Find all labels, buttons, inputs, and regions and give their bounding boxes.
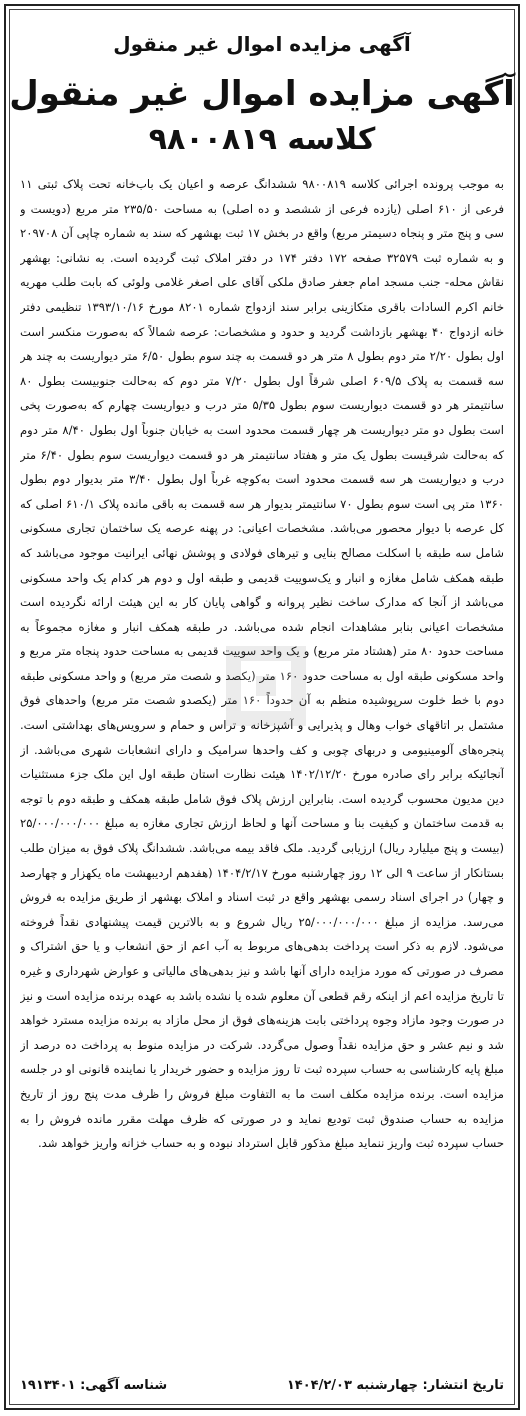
advertisement-sheet: [4, 4, 520, 1410]
main-title: آگهی مزایده اموال غیر منقول: [9, 74, 515, 114]
small-title: آگهی مزایده اموال غیر منقول: [113, 32, 411, 56]
footer: [20, 1378, 504, 1393]
class-number: کلاسه ۹۸۰۰۸۱۹: [148, 122, 376, 157]
publish-date: تاریخ انتشار: چهارشنبه ۱۴۰۴/۲/۰۳: [286, 1378, 504, 1393]
ad-id: شناسه آگهی: ۱۹۱۳۴۰۱: [20, 1378, 168, 1393]
notice-body: به موجب پرونده اجرائی کلاسه ۹۸۰۰۸۱۹ ششدانگ عرصه و اعیان یک باب‌خانه تحت پلاک ثبتی ۱۱ فرعی از ۶۱۰ اصلی (یازده فرعی از ششصد و ده اصلی) به مساحت ۲۳۵/۵۰ متر مربع (دویست و سی و پنج متر و پنجاه دسیمتر مربع) واقع در بخش ۱۷ ثبت بهشهر که سند به شماره چاپی آن ۲۰۹۷۰۸ و به شماره ثبت ۳۲۵۷۹ صفحه ۱۷۲ دفتر ۱۷۴ در دفتر املاک ثبت گردیده است. به نشانی: بهشهر نقاش محله- جنب مسجد امام جعفر صادق ملکی آقای علی اصغر غلامی ولوئی که بابت طلب مهریه خانم اکرم السادات باقری متکازینی برابر سند ازدواج شماره ۸۲۰۱ مورخ ۱۳۹۳/۱۰/۱۶ تنظیمی دفتر خانه ازدواج ۴۰ بهشهر بازداشت گردید و حدود و مشخصات: عرصه شمالاً که به‌صورت منکسر است اول بطول ۲/۲۰ متر دوم بطول ۸ متر هر دو قسمت به چند سوم بطول ۶/۵۰ متر دیواریست به چند هر سه قسمت به پلاک ۶۰۹/۵ اصلی شرقاً اول بطول ۷/۲۰ متر دوم که به‌حالت جنوبیست بطول ۸۰ سانتیمتر هر دو قسمت دیواریست سوم بطول ۵/۳۵ متر درب و دیواریست چهارم که به‌صورت پخی است بطول دو متر دیواریست هر چهار قسمت محدود است به خیابان جنوباً اول بطول ۸/۴۰ متر دوم که به‌حالت شرقیست بطول یک متر و هفتاد سانتیمتر هر دو قسمت دیواریست سوم بطول ۶/۴۰ متر درب و دیواریست هر سه قسمت محدود است به‌کوچه غرباً اول بطول ۳/۴۰ متر بدیوار دوم بطول ۱۳۶۰ متر پی است سوم بطول ۷۰ سانتیمتر بدیوار هر سه قسمت به باقی مانده پلاک ۶۱۰/۱ اصلی که کل عرصه با دیوار محصور می‌باشد. مشخصات اعیانی: در پهنه عرصه یک ساختمان تجاری مسکونی شامل سه طبقه با اسکلت مصالح بنایی و تیرهای فولادی و پوشش نهائی ایرانیت موجود می‌باشد که طبقه همکف شامل مغازه و انبار و یک‌سوییت قدیمی و طبقه اول و دوم هر کدام یک واحد مسکونی می‌باشد از آنجا که مدارک ساخت نظیر پروانه و گواهی پایان کار به این هیئت ارائه نگردیده است مشخصات اعیانی بنابر مشاهدات انجام شده می‌باشد. در طبقه همکف انبار و مغازه مجموعاً به مساحت حدود ۸۰ متر (هشتاد متر مربع) و یک واحد سوییت قدیمی به مساحت حدود پنجاه متر مربع و واحد مسکونی طبقه اول به مساحت حدود ۱۶۰ متر (یکصد و شصت متر مربع) و واحد مسکونی طبقه دوم با خط خلوت سرپوشیده منظم به آن حدوداً ۱۶۰ متر (یکصدو شصت متر مربع) واحدهای فوق مشتمل بر اتاقهای خواب وهال و پذیرایی و آشپزخانه و تراس و حمام و سرویس‌های بهداشتی است. پنجره‌های آلومینیومی و دربهای چوبی و کف واحدها سرامیک و دارای انشعابات شهری می‌باشد. از آنجائیکه برابر رای صادره مورخ ۱۴۰۲/۱۲/۲۰ هیئت نظارت استان طبقه اول این ملک جزء مستثنیات دین مدیون محسوب گردیده است. بنابراین ارزش پلاک فوق شامل طبقه همکف و طبقه دوم با توجه به قدمت ساختمان و کیفیت بنا و مساحت آنها و لحاظ ارزش تجاری مغازه به مبلغ ۲۵/۰۰۰/۰۰۰/۰۰۰ (بیست و پنج میلیارد ریال) ارزیابی گردید. ملک فاقد بیمه می‌باشد. ششدانگ پلاک فوق به میزان طلب بستانکار از ساعت ۹ الی ۱۲ روز چهارشنبه مورخ ۱۴۰۴/۲/۱۷ (هفدهم اردیبهشت ماه یکهزار و چهارصد و چهار) در اجرای اسناد رسمی بهشهر واقع در ثبت اسناد و املاک بهشهر از طریق مزایده به فروش می‌رسد. مزایده از مبلغ ۲۵/۰۰۰/۰۰۰/۰۰۰ ریال شروع و به بالاترین قیمت پیشنهادی نقداً فروخته می‌شود. لازم به ذکر است پرداخت بدهی‌های مربوط به آب اعم از حق انشعاب و یا حق اشتراک و مصرف در صورتی که مورد مزایده دارای آنها باشد و نیز بدهی‌های مالیاتی و عوارض شهرداری و غیره تا تاریخ مزایده اعم از اینکه رقم قطعی آن معلوم شده یا نشده باشد به عهده برنده مزایده است و نیز در صورت وجود مازاد وجوه پرداختی بابت هزینه‌های فوق از محل مازاد به برنده مزایده مسترد خواهد شد و نیم عشر و حق مزایده نقداً وصول می‌گردد. شرکت در مزایده منوط به پرداخت ده درصد از مبلغ پایه کارشناسی به حساب سپرده ثبت تا روز مزایده و حضور خریدار یا نماینده قانونی او در جلسه مزایده است. برنده مزایده مکلف است ما به التفاوت مبلغ فروش را ظرف مدت پنج روز از تاریخ مزایده به حساب صندوق ثبت تودیع نماید و در صورتی که ظرف مهلت مقرر مانده فروش را به حساب سپرده ثبت واریز ننماید مبلغ مذکور قابل استرداد نبوده و به حساب خزانه واریز خواهد شد.: [20, 177, 504, 1151]
